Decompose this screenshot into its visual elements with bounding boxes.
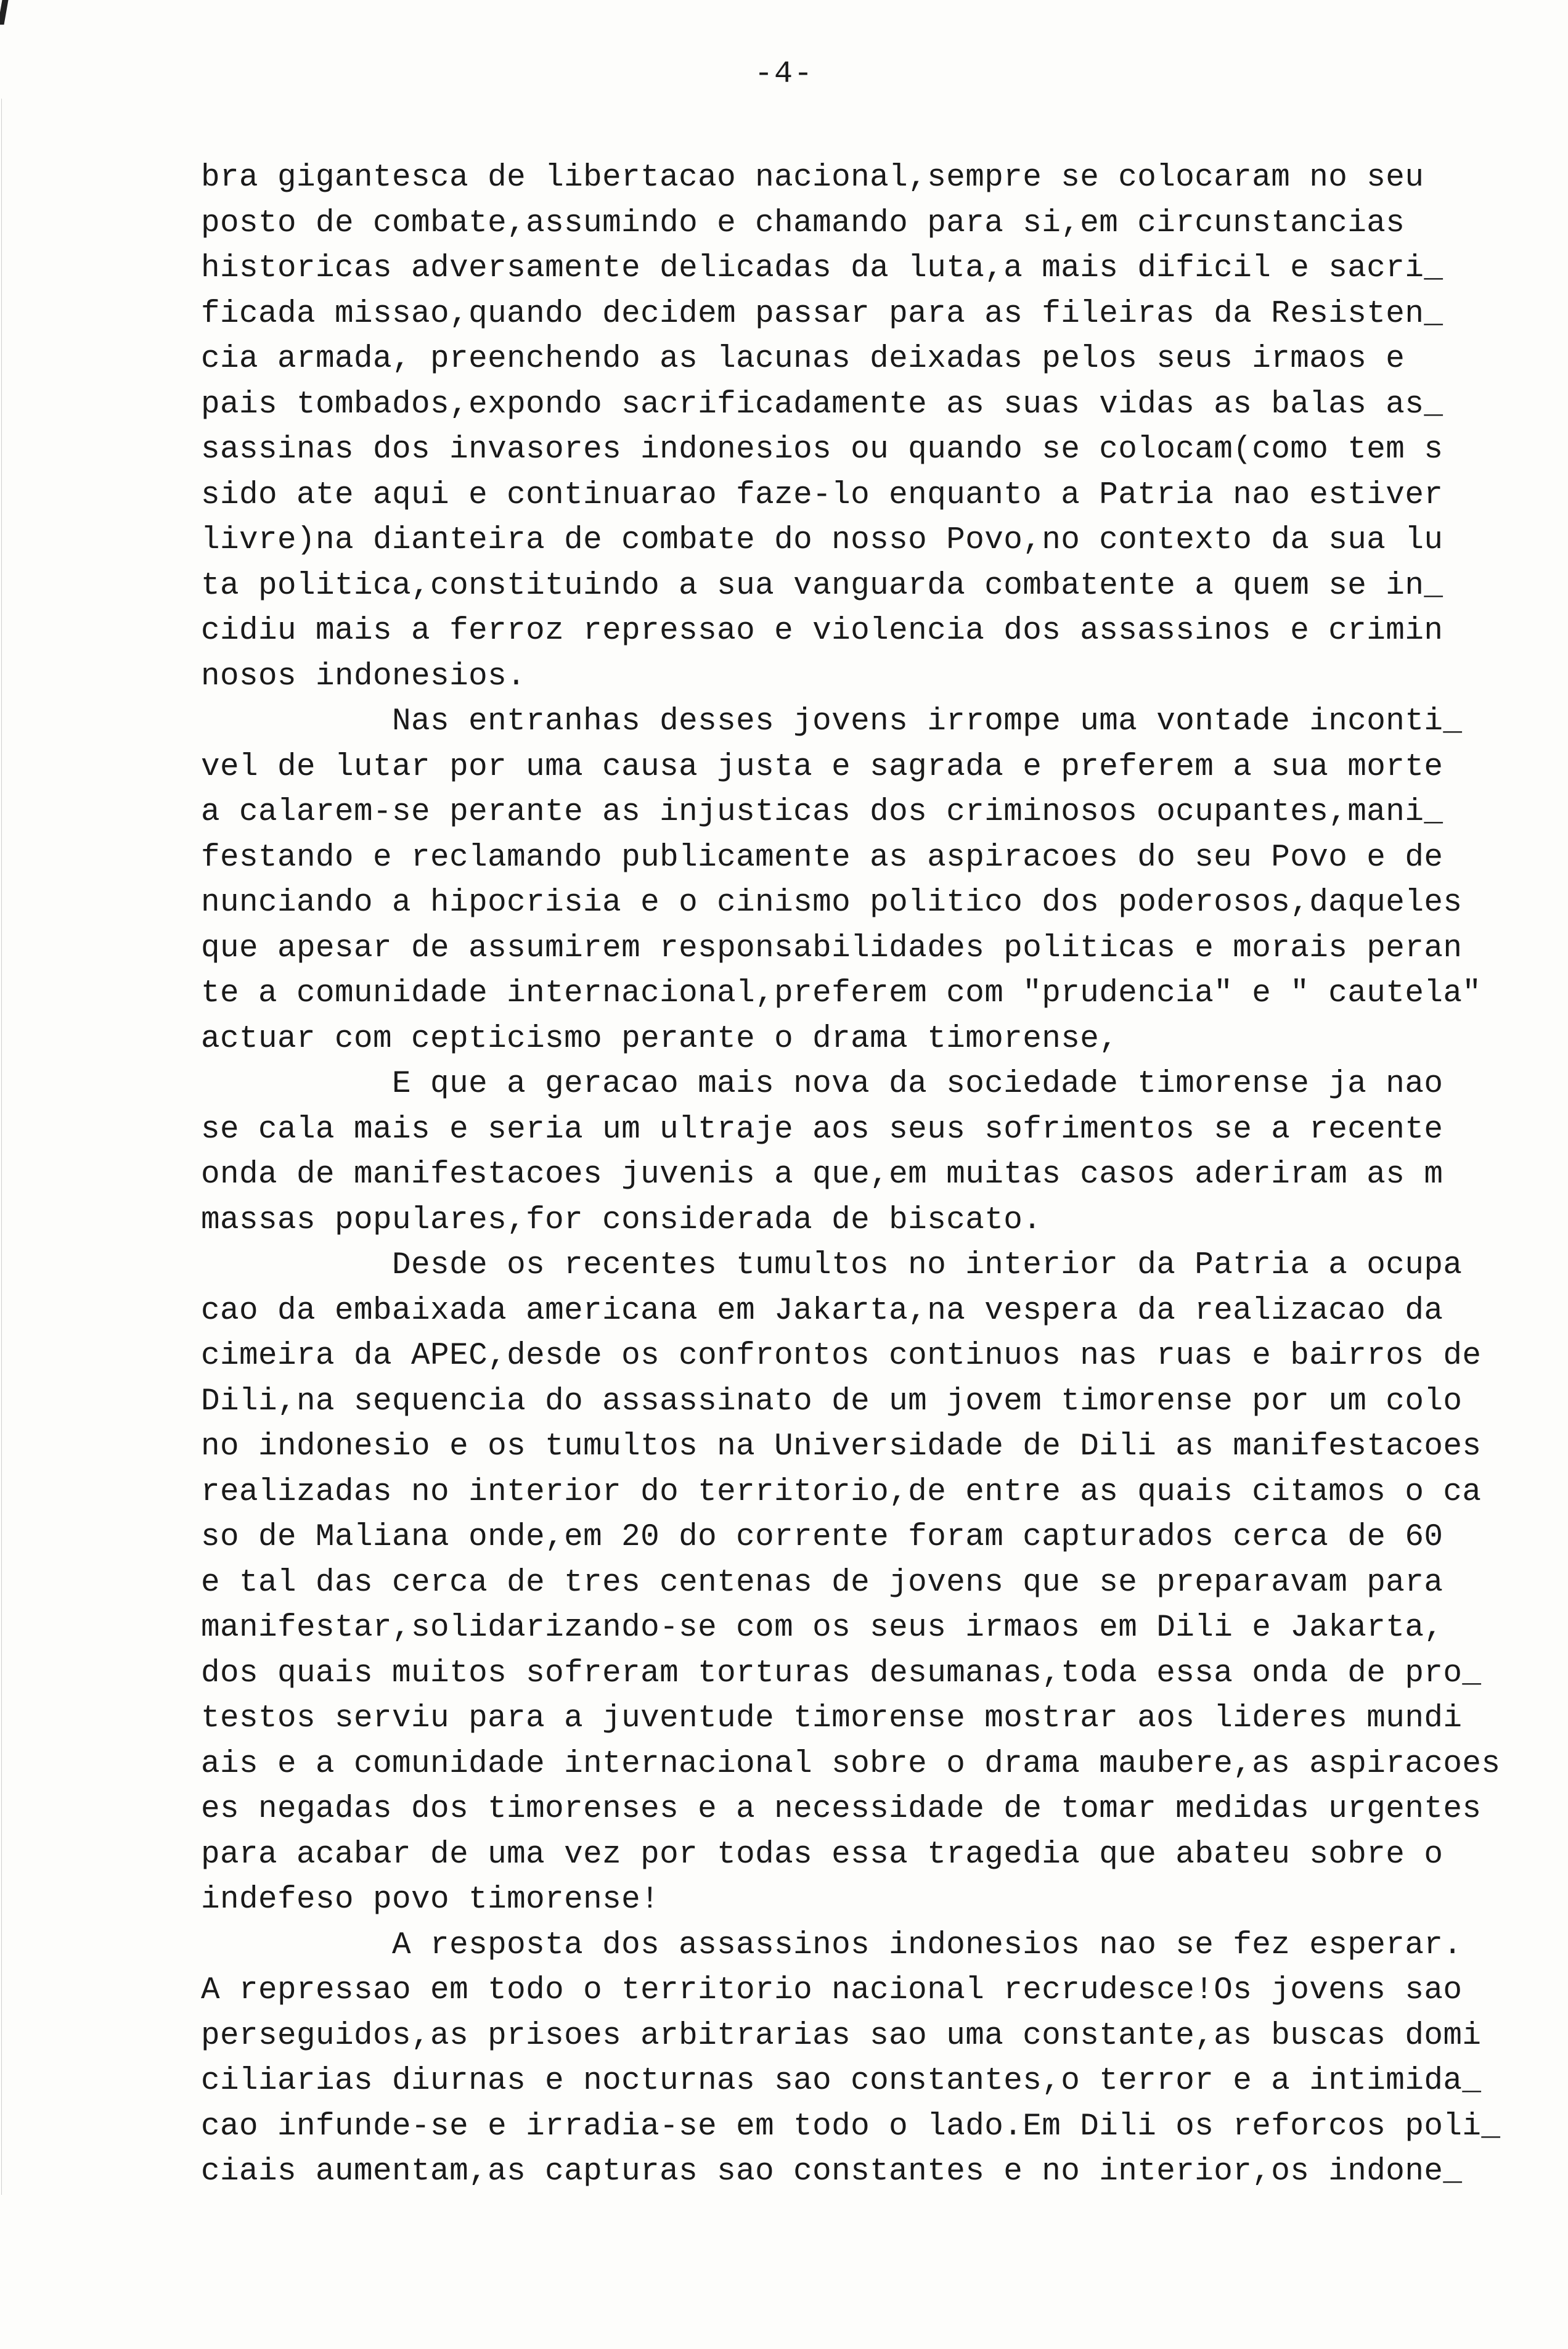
text-line: sido ate aqui e continuarao faze-lo enquanto a Patria nao estiver [201, 477, 1443, 513]
text-line: Nas entranhas desses jovens irrompe uma vontade inconti_ [201, 704, 1463, 739]
text-line: dos quais muitos sofreram torturas desumanas,toda essa onda de pro_ [201, 1655, 1482, 1691]
text-line: indefeso povo timorense! [201, 1882, 660, 1917]
text-line: realizadas no interior do territorio,de entre as quais citamos o ca [201, 1474, 1482, 1510]
text-line: ta politica,constituindo a sua vanguarda combatente a quem se in_ [201, 568, 1443, 604]
text-line: te a comunidade internacional,preferem com "prudencia" e " cautela" [201, 976, 1482, 1011]
text-line: pais tombados,expondo sacrificadamente as suas vidas as balas as_ [201, 387, 1443, 422]
text-line: cimeira da APEC,desde os confrontos continuos nas ruas e bairros de [201, 1338, 1482, 1374]
text-line: se cala mais e seria um ultraje aos seus sofrimentos se a recente [201, 1112, 1443, 1147]
text-line: so de Maliana onde,em 20 do corrente foram capturados cerca de 60 [201, 1520, 1443, 1555]
typewritten-body [201, 155, 1508, 2195]
text-line: cao infunde-se e irradia-se em todo o lado.Em Dili os reforcos poli_ [201, 2109, 1501, 2144]
text-line: festando e reclamando publicamente as aspiracoes do seu Povo e de [201, 840, 1443, 875]
text-line: ciais aumentam,as capturas sao constantes e no interior,os indone_ [201, 2154, 1463, 2189]
text-line: a calarem-se perante as injusticas dos criminosos ocupantes,mani_ [201, 795, 1443, 830]
text-line: nunciando a hipocrisia e o cinismo politico dos poderosos,daqueles [201, 885, 1463, 920]
text-line: Dili,na sequencia do assassinato de um jovem timorense por um colo [201, 1384, 1463, 1419]
text-line: cia armada, preenchendo as lacunas deixadas pelos seus irmaos e [201, 342, 1405, 377]
text-line: para acabar de uma vez por todas essa tragedia que abateu sobre o [201, 1837, 1443, 1872]
text-line: A resposta dos assassinos indonesios nao se fez esperar. [201, 1927, 1463, 1963]
text-line: bra gigantesca de libertacao nacional,sempre se colocaram no seu [201, 160, 1424, 195]
scan-edge-mark [0, 0, 9, 25]
text-line: nosos indonesios. [201, 658, 526, 694]
text-line: que apesar de assumirem responsabilidades politicas e morais peran [201, 930, 1463, 966]
text-line: testos serviu para a juventude timorense mostrar aos lideres mundi [201, 1701, 1463, 1736]
text-line: vel de lutar por uma causa justa e sagrada e preferem a sua morte [201, 749, 1443, 785]
text-line: perseguidos,as prisoes arbitrarias sao uma constante,as buscas domi [201, 2018, 1482, 2054]
text-line: cidiu mais a ferroz repressao e violencia dos assassinos e crimin [201, 613, 1443, 649]
text-line: historicas adversamente delicadas da luta,a mais dificil e sacri_ [201, 251, 1443, 286]
text-line: manifestar,solidarizando-se com os seus irmaos em Dili e Jakarta, [201, 1610, 1443, 1646]
text-line: livre)na dianteira de combate do nosso Povo,no contexto da sua lu [201, 523, 1443, 558]
scan-edge-line [1, 99, 2, 2195]
text-line: es negadas dos timorenses e a necessidade de tomar medidas urgentes [201, 1792, 1482, 1827]
text-line: E que a geracao mais nova da sociedade timorense ja nao [201, 1067, 1443, 1102]
page-number: -4- [754, 57, 814, 92]
text-line: e tal das cerca de tres centenas de jovens que se preparavam para [201, 1565, 1443, 1601]
text-line: sassinas dos invasores indonesios ou quando se colocam(como tem s [201, 432, 1443, 467]
text-line: no indonesio e os tumultos na Universidade de Dili as manifestacoes [201, 1429, 1482, 1464]
text-line: massas populares,for considerada de biscato. [201, 1202, 1042, 1238]
text-line: posto de combate,assumindo e chamando para si,em circunstancias [201, 205, 1405, 241]
text-line: A repressao em todo o territorio nacional recrudesce!Os jovens sao [201, 1973, 1463, 2008]
text-line: cao da embaixada americana em Jakarta,na vespera da realizacao da [201, 1293, 1443, 1329]
text-line: actuar com cepticismo perante o drama timorense, [201, 1021, 1119, 1057]
text-line: Desde os recentes tumultos no interior da Patria a ocupa [201, 1248, 1463, 1283]
text-line: ciliarias diurnas e nocturnas sao constantes,o terror e a intimida_ [201, 2064, 1482, 2099]
text-line: ficada missao,quando decidem passar para as fileiras da Resisten_ [201, 296, 1443, 332]
text-line: ais e a comunidade internacional sobre o drama maubere,as aspiracoes [201, 1746, 1501, 1782]
text-line: onda de manifestacoes juvenis a que,em muitas casos aderiram as m [201, 1157, 1443, 1192]
